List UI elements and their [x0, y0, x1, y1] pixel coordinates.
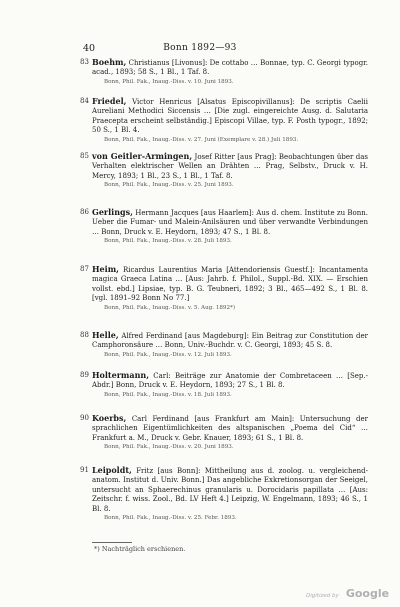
- entry-note: Bonn, Phil. Fak., Inaug.-Diss. v. 27. Juni (Exemplare v. 28.) Juli 1893.: [104, 136, 299, 143]
- author-name: Gerlings,: [92, 207, 133, 217]
- page-number: 40: [83, 43, 96, 54]
- entry-number: 83: [80, 58, 89, 66]
- author-name: Holtermann,: [92, 370, 149, 380]
- entry-note: Bonn, Phil. Fak., Inaug.-Diss. v. 12. Juli 1893.: [104, 351, 232, 358]
- entry-number: 86: [80, 208, 89, 216]
- entry-note: Bonn, Phil. Fak., Inaug.-Diss. v. 25. Febr. 1893.: [104, 515, 237, 522]
- entry-body: [92, 152, 368, 189]
- entry-note: Bonn, Phil. Fak., Inaug.-Diss. v. 5. Aug. 1892*): [104, 304, 236, 311]
- author-name: Leipoldt,: [92, 465, 132, 475]
- entry-text: Fritz [aus Bonn]: Mittheilung aus d. zoolog. u. vergleichend-anatom. Institut d. Univ. Bonn.] Das angebliche Exkretionsorgan der Seeigel, untersucht an Sphaerechinus granularis u. Dorocidaris papillata … [Aus: Zeitschr. f. wiss. Zool., Bd. LV Heft 4.] Leipzig, W. Engelmann, 1893; 46 S., 1 Bl. 8.: [92, 467, 368, 513]
- entry-note: Bonn, Phil. Fak., Inaug.-Diss. v. 10. Juni 1893.: [104, 78, 234, 85]
- entry-text: Victor Henricus [Alsatus Episcopivillanus]: De scriptis Caelii Aureliani Methodici Siccensis … [Die zugl. eingereichte Ausg. d. Salutaria Praecepta erscheint selbständig.] Episcopi Villae, typ. F. Posth typogr., 1892; 50 S., 1 Bl. 4.: [92, 98, 368, 135]
- footnote: *) Nachträglich erschienen.: [94, 545, 186, 553]
- author-name: Boehm,: [92, 57, 127, 67]
- entry-body: [92, 208, 368, 245]
- entry-number: 85: [80, 152, 89, 160]
- entry-body: [92, 466, 368, 522]
- entry-number: 89: [80, 371, 89, 379]
- page-header: [0, 43, 400, 55]
- entry-number: 87: [80, 265, 89, 273]
- entry-text: Alfred Ferdinand [aus Magdeburg]: Ein Beitrag zur Constitution der Camphoronsäure … Bonn, Univ.-Buchdr. v. C. Georgi, 1893; 45 S. 8.: [92, 332, 368, 350]
- author-name: Helle,: [92, 330, 119, 340]
- entry-text: Carl Ferdinand [aus Frankfurt am Main]: Untersuchung der sprachlichen Eigentümlichkeiten des altspanischen „Poema del Cid“ … Frankfurt a. M., Druck v. Gebr. Knauer, 1893; 61 S., 1 Bl. 8.: [92, 415, 368, 442]
- google-watermark: [306, 582, 389, 601]
- entry-text: Josef Ritter [aus Prag]: Beobachtungen über das Verhalten elektrischer Wellen an Drähten … Prag, Selbstv., Druck v. H. Mercy, 1893; 1 Bl., 23 S., 1 Bl., 1 Taf. 8.: [92, 153, 368, 180]
- entry-note: Bonn, Phil. Fak., Inaug.-Diss. v. 25. Juni 1893.: [104, 182, 234, 189]
- entry-text: Christianus [Livonus]: De cottabo … Bonnae, typ. C. Georgi typogr. acad., 1893; 58 S., 1 Bl., 1 Taf. 8.: [92, 59, 368, 77]
- author-name: Friedel,: [92, 96, 127, 106]
- footnote-rule: [92, 542, 132, 543]
- author-name: von Geitler-Armingen,: [92, 151, 193, 161]
- entry-note: Bonn, Phil. Fak., Inaug.-Diss. v. 18. Juli 1893.: [104, 391, 232, 398]
- entry-number: 84: [80, 97, 89, 105]
- watermark-brand: Google: [345, 587, 390, 600]
- entry-text: Carl: Beiträge zur Anatomie der Combretaceen … [Sep.-Abdr.] Bonn, Druck v. E. Heydorn, 1893; 27 S., 1 Bl. 8.: [92, 372, 368, 390]
- entry-body: [92, 371, 368, 399]
- running-head: Bonn 1892—93: [163, 43, 237, 53]
- entry-body: [92, 58, 368, 86]
- entry-body: [92, 265, 368, 312]
- entry-number: 91: [80, 466, 89, 474]
- entry-note: Bonn, Phil. Fak., Inaug.-Diss. v. 20. Juni 1893.: [104, 444, 234, 451]
- entry-body: [92, 97, 368, 144]
- entry-text: Hermann Jacques [aus Haarlem]: Aus d. chem. Institute zu Bonn. Ueber die Fumar- und Malein-Anilsäuren und über verwandte Verbindungen … Bonn, Druck v. E. Heydorn, 1893; 47 S., 1 Bl. 8.: [92, 209, 368, 236]
- watermark-prefix: Digitized by: [306, 593, 339, 599]
- entry-body: [92, 414, 368, 451]
- entry-text: Ricardus Laurentius Maria [Attendoriensis Guestf.]: Incantamenta magica Graeca Latina … [Aus: Jahrb. f. Philol., Suppl.-Bd. XIX. — Erschien vollst. ebd.] Lipsiae, typ. B. G. Teubneri, 1892; 3 Bl., 465—492 S., 1 Bl. 8. [vgl. 1891–92 Bonn No 77.]: [92, 266, 368, 303]
- entry-number: 90: [80, 414, 89, 422]
- author-name: Heim,: [92, 264, 119, 274]
- entry-body: [92, 331, 368, 359]
- entry-note: Bonn, Phil. Fak., Inaug.-Diss. v. 28. Juli 1893.: [104, 238, 232, 245]
- author-name: Koerbs,: [92, 413, 127, 423]
- entry-number: 88: [80, 331, 89, 339]
